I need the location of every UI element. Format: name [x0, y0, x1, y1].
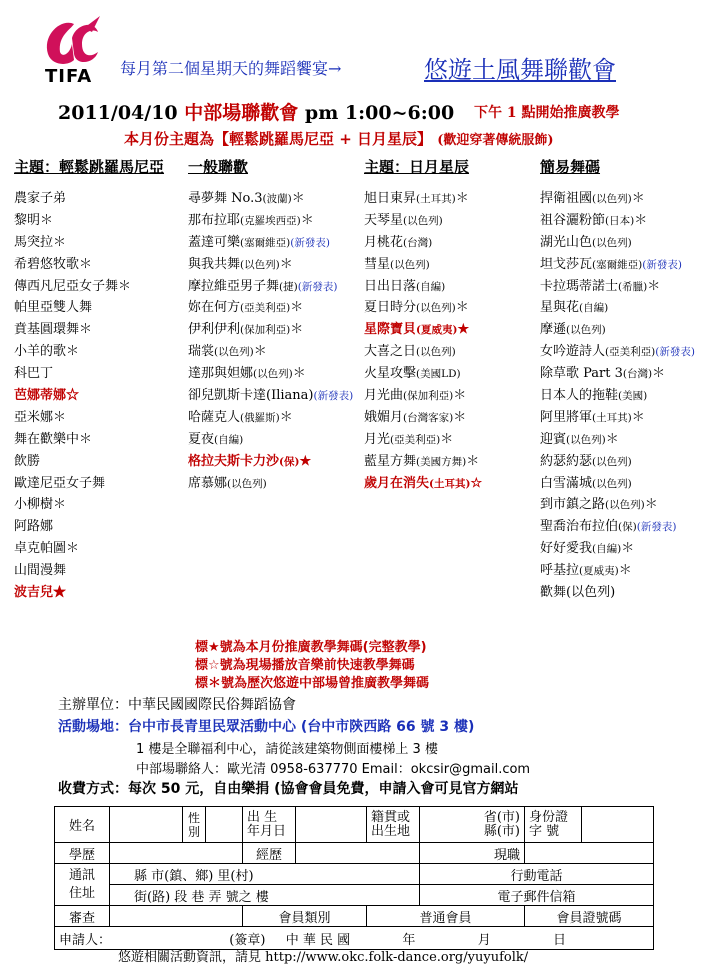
- new-release-tag: (新發表): [313, 390, 354, 403]
- tagline: 每月第二個星期天的舞蹈饗宴→: [120, 59, 342, 78]
- dance-name: 除草歌 Part 3: [540, 366, 623, 382]
- dance-origin: (以色列): [390, 258, 430, 271]
- dance-item: [540, 582, 710, 604]
- theme-line: [124, 128, 554, 149]
- name-label: 姓名: [55, 807, 110, 843]
- legend-line-hollow-star: 標☆號為現場播放音樂前快速教學舞碼: [195, 658, 415, 673]
- dance-origin: (以色列): [403, 214, 443, 227]
- dance-name: 夏日時分: [364, 300, 417, 316]
- dance-origin: (波蘭): [262, 193, 292, 205]
- dance-name: 瑞裳: [188, 344, 215, 360]
- new-release-tag: (新發表): [290, 236, 330, 249]
- dance-name: 黎明＊: [14, 212, 54, 228]
- dance-origin: (台灣): [622, 368, 653, 381]
- dance-item: [14, 319, 194, 341]
- new-release-tag: (新發表): [655, 346, 695, 359]
- dance-marker: ＊: [279, 256, 293, 272]
- dance-origin: (以色列): [240, 258, 280, 271]
- dance-item: [540, 276, 710, 298]
- experience-label: 經歷: [243, 843, 296, 864]
- dance-item: [540, 319, 710, 341]
- applicant-label: 申請人：: [59, 932, 112, 948]
- dance-name: 摩遜: [540, 322, 567, 338]
- dance-origin: (美國LD): [416, 368, 461, 381]
- dance-name: 阿路娜: [14, 519, 54, 535]
- dance-name: 舞在歡樂中＊: [14, 431, 93, 447]
- dance-name: 火星攻擊: [364, 366, 417, 382]
- dance-origin: (以色列): [566, 433, 606, 446]
- dance-item: [540, 363, 710, 385]
- dance-item: [188, 363, 368, 385]
- logo-text: TIFA: [45, 66, 93, 87]
- dance-name: 月桃花: [364, 234, 404, 250]
- dance-name: 迎賓: [540, 431, 567, 447]
- dance-item: [364, 473, 544, 495]
- id-label: 身份證 字 號: [525, 807, 582, 843]
- dance-item: [188, 276, 368, 298]
- dance-name: 天琴星: [364, 212, 404, 228]
- dance-origin: (以色列): [592, 193, 632, 205]
- dance-name: 農家子弟: [14, 191, 67, 206]
- dance-item: [14, 341, 194, 363]
- dance-item: [14, 363, 194, 385]
- dance-marker: ＊: [453, 388, 467, 404]
- occupation-field[interactable]: [525, 843, 654, 864]
- event-title: 悠遊土風舞聯歡會: [424, 56, 616, 84]
- dance-marker: ＊: [631, 409, 645, 425]
- dance-name: 尋夢舞 No.3: [188, 191, 263, 206]
- dance-item: [188, 473, 368, 495]
- dance-item: [364, 254, 544, 276]
- dance-column-easy: [540, 188, 710, 604]
- dance-name: 歲月在消失: [364, 475, 430, 491]
- dance-item: [14, 407, 194, 429]
- dance-item: [364, 429, 544, 451]
- venue-name: 中部場聯歡會: [184, 102, 299, 124]
- contact: 中部場聯絡人：歐光清 0958-637770 Email：okcsir@gmail.com: [136, 762, 531, 777]
- venue-address: 活動場地：台中市長青里民眾活動中心 (台中市陝西路 66 號 3 樓): [58, 719, 475, 735]
- legend-line-star: 標★號為本月份推廣教學舞碼(完整教學): [195, 640, 427, 655]
- dance-name: 女吟遊詩人: [540, 344, 606, 360]
- dance-item: [188, 451, 368, 473]
- dance-name: 聖喬治布拉伯: [540, 519, 619, 535]
- dance-name: 白雪滿城: [540, 475, 593, 491]
- dance-name: 坦戈莎瓦: [540, 256, 593, 272]
- dance-item: [14, 297, 194, 319]
- dance-origin: (自編): [592, 543, 622, 556]
- membership-form: [54, 806, 654, 950]
- dance-origin: (以色列): [416, 346, 456, 359]
- dance-name: 伊利伊利: [188, 322, 241, 338]
- event-time: pm 1:00~6:00: [304, 102, 455, 124]
- dance-item: [364, 319, 544, 341]
- dance-name: 星際寶貝: [364, 322, 417, 338]
- dance-name: 卓克帕圖＊: [14, 541, 80, 557]
- dance-origin: (保): [618, 521, 637, 534]
- dance-name: 卻兒凱斯卡達(Iliana): [188, 388, 314, 404]
- dance-item: [540, 254, 710, 276]
- dance-name: 好好愛我: [540, 541, 593, 557]
- dance-name: 馬突拉＊: [14, 234, 67, 250]
- dance-item: [14, 560, 194, 582]
- origin-field[interactable]: 省(市) 縣(市): [420, 807, 525, 843]
- dance-column-stars: [364, 188, 544, 494]
- dance-name: 娥媚月: [364, 409, 404, 425]
- dance-marker: ＊: [652, 366, 666, 382]
- dance-name: 傳西凡尼亞女子舞＊: [14, 278, 132, 294]
- dance-item: [364, 451, 544, 473]
- gender-field[interactable]: [206, 807, 243, 843]
- dance-marker: ＊: [647, 278, 661, 294]
- dance-name: 與我共舞: [188, 256, 241, 272]
- dance-name: 山間漫舞: [14, 563, 67, 579]
- dance-name: 希碧悠牧歌＊: [14, 256, 93, 272]
- review-field[interactable]: [110, 906, 243, 927]
- dance-marker: ★: [457, 322, 470, 338]
- seal-label: (簽章): [229, 932, 266, 948]
- dance-marker: ＊: [253, 344, 267, 360]
- dance-item: [540, 473, 710, 495]
- member-type-label: 會員類別: [243, 906, 367, 927]
- dance-item: [14, 276, 194, 298]
- dance-name: 祖谷灑粉節: [540, 212, 606, 228]
- dance-name: 日出日落: [364, 278, 417, 294]
- dance-origin: (克羅埃西亞): [240, 214, 301, 227]
- roc-label: 中 華 民 國: [285, 932, 351, 948]
- dance-name: 捍衛祖國: [540, 191, 593, 206]
- year-label: 年: [402, 932, 416, 948]
- dance-item: [540, 538, 710, 560]
- dance-item: [14, 429, 194, 451]
- experience-field[interactable]: [296, 843, 420, 864]
- dance-name: 日本人的拖鞋: [540, 388, 619, 404]
- dance-marker: ★: [299, 453, 312, 469]
- dance-origin: (捷): [279, 280, 298, 293]
- dance-marker: ＊: [292, 366, 306, 382]
- dance-origin: (自編): [579, 302, 609, 315]
- dance-origin: (保加利亞): [240, 324, 291, 337]
- review-label: 審查: [55, 906, 110, 927]
- dance-item: [188, 254, 368, 276]
- dance-item: [540, 385, 710, 407]
- dance-name: 歐達尼亞女子舞: [14, 475, 106, 491]
- dance-marker: ＊: [300, 212, 314, 228]
- dance-origin: (以色列): [592, 236, 632, 249]
- dance-name: 小柳樹＊: [14, 497, 67, 513]
- dance-item: [188, 429, 368, 451]
- day-label: 日: [553, 932, 567, 948]
- dance-name: 蓋達可樂: [188, 234, 241, 250]
- id-field[interactable]: [582, 807, 654, 843]
- dance-item: [540, 407, 710, 429]
- dance-origin: (土耳其): [416, 193, 456, 205]
- directions: 1 樓是全聯福利中心，請從該建築物側面樓梯上 3 樓: [136, 742, 438, 757]
- dance-item: [540, 188, 710, 210]
- dance-origin: (以色列): [416, 302, 456, 315]
- dance-marker: ＊: [455, 300, 469, 316]
- theme: 【輕鬆跳羅馬尼亞 + 日月星辰】: [214, 130, 433, 148]
- dance-origin: (夏威夷): [416, 324, 458, 337]
- phone-label: 行動電話: [420, 864, 654, 885]
- dance-item: [14, 538, 194, 560]
- dance-origin: (美國): [618, 390, 648, 403]
- dance-name: 月光曲: [364, 388, 404, 404]
- birth-label: 出 生 年月日: [243, 807, 296, 843]
- dance-origin: (保加利亞): [403, 390, 454, 403]
- dance-item: [188, 297, 368, 319]
- column-header-romania: 主題：輕鬆跳羅馬尼亞: [14, 158, 165, 176]
- footer-info: 悠遊相關活動資訊，請見 http://www.okc.folk-dance.org/yuyufolk/: [118, 950, 529, 965]
- dance-origin: (夏威夷): [579, 565, 619, 578]
- dance-origin: (保): [279, 455, 300, 468]
- dance-name: 星與花: [540, 300, 580, 316]
- dance-item: [188, 188, 368, 210]
- dance-item: [14, 254, 194, 276]
- dance-marker: ＊: [644, 497, 658, 513]
- dance-column-romania: [14, 188, 194, 604]
- dance-origin: (台灣客家): [403, 411, 454, 424]
- education-field[interactable]: [110, 843, 243, 864]
- dance-marker: ＊: [290, 300, 304, 316]
- dance-marker: ＊: [621, 541, 635, 557]
- dance-name: 到市鎮之路: [540, 497, 606, 513]
- column-header-general: 一般聯歡: [188, 158, 249, 176]
- dance-item: [540, 429, 710, 451]
- dance-item: [188, 385, 368, 407]
- dance-name: 波吉兒★: [14, 585, 67, 601]
- dance-marker: ＊: [453, 409, 467, 425]
- address-line-2[interactable]: 街(路) 段 巷 弄 號之 樓: [110, 885, 420, 906]
- dance-name: 阿里將軍: [540, 409, 593, 425]
- dance-item: [364, 341, 544, 363]
- new-release-tag: (新發表): [297, 280, 338, 293]
- dance-item: [188, 341, 368, 363]
- dance-name: 達那與妲娜: [188, 366, 254, 382]
- dance-origin: (亞美利亞): [605, 346, 656, 359]
- dance-item: [14, 516, 194, 538]
- dance-item: [540, 494, 710, 516]
- new-release-tag: (新發表): [642, 258, 682, 271]
- dance-name: 歡舞(以色列): [540, 585, 616, 601]
- dance-item: [540, 560, 710, 582]
- dance-name: 約瑟約瑟: [540, 453, 593, 469]
- dance-item: [188, 232, 368, 254]
- dance-item: [540, 451, 710, 473]
- dance-name: 呼基拉: [540, 563, 580, 579]
- dance-item: [14, 210, 194, 232]
- dance-name: 芭娜蒂娜☆: [14, 388, 80, 404]
- address-label: 通訊 住址: [55, 864, 110, 906]
- dance-item: [364, 188, 544, 210]
- fee: 收費方式：每次 50 元，自由樂捐 (協會會員免費，申請入會可見官方網站: [58, 781, 519, 797]
- dance-name: 席慕娜: [188, 475, 228, 491]
- legend-line-asterisk: 標＊號為歷次悠遊中部場曾推廣教學舞碼: [195, 676, 430, 691]
- dance-marker: ＊: [605, 431, 619, 447]
- dance-item: [14, 473, 194, 495]
- dance-marker: ＊: [618, 563, 632, 579]
- dance-origin: (以色列): [214, 346, 254, 359]
- dance-name: 摩拉維亞男子舞: [188, 278, 280, 294]
- dance-name: 格拉夫斯卡力沙: [188, 453, 280, 469]
- dance-marker: ＊: [440, 431, 454, 447]
- event-date-line: [58, 98, 454, 125]
- regular-member: 普通會員: [367, 906, 525, 927]
- dance-name: 飲勝: [14, 453, 41, 469]
- dance-origin: (台灣): [403, 236, 433, 249]
- column-header-stars: 主題：日月星辰: [364, 158, 470, 176]
- dance-item: [540, 516, 710, 538]
- gender-label: 性別: [183, 807, 206, 843]
- dance-name: 旭日東昇: [364, 191, 417, 206]
- dance-origin: (以色列): [592, 477, 632, 490]
- dance-name: 卡拉瑪蒂諾士: [540, 278, 619, 294]
- member-number-label: 會員證號碼: [525, 906, 654, 927]
- dance-origin: (自編): [214, 433, 244, 446]
- dance-marker: ＊: [466, 453, 480, 469]
- dance-item: [188, 210, 368, 232]
- dance-item: [364, 407, 544, 429]
- dance-origin: (俄羅斯): [240, 411, 280, 424]
- dance-origin: (以色列): [227, 477, 267, 490]
- dance-name: 亞米娜＊: [14, 409, 67, 425]
- dance-item: [14, 385, 194, 407]
- dance-name: 彗星: [364, 256, 391, 272]
- dance-name: 哈薩克人: [188, 409, 241, 425]
- dance-name: 科巴丁: [14, 366, 54, 382]
- dance-name: 湖光山色: [540, 234, 593, 250]
- dance-marker: ☆: [470, 475, 483, 491]
- birth-field[interactable]: [296, 807, 367, 843]
- dance-item: [14, 494, 194, 516]
- dance-marker: ＊: [291, 191, 305, 206]
- dance-item: [364, 210, 544, 232]
- dance-item: [188, 407, 368, 429]
- dance-name: 小羊的歌＊: [14, 344, 80, 360]
- dance-name: 藍星方舞: [364, 453, 417, 469]
- dance-item: [364, 363, 544, 385]
- dance-origin: (土耳其): [429, 477, 471, 490]
- dress-note: (歡迎穿著傳統服飾): [437, 133, 554, 148]
- dance-name: 妳在何方: [188, 300, 241, 316]
- dance-item: [364, 276, 544, 298]
- dance-name: 月光: [364, 431, 391, 447]
- address-line-1[interactable]: 縣 市(鎮、鄉) 里(村): [110, 864, 420, 885]
- dance-item: [14, 188, 194, 210]
- dance-origin: (亞美利亞): [390, 433, 441, 446]
- dance-origin: (以色列): [605, 499, 645, 512]
- dance-origin: (塞爾維亞): [240, 236, 291, 249]
- dance-marker: ＊: [634, 212, 648, 228]
- dance-marker: ＊: [631, 191, 645, 206]
- dance-name: 夏夜: [188, 431, 215, 447]
- occupation-label: 現職: [420, 843, 525, 864]
- email-label: 電子郵件信箱: [420, 885, 654, 906]
- dance-item: [540, 232, 710, 254]
- dance-item: [364, 385, 544, 407]
- dance-item: [188, 319, 368, 341]
- dance-marker: ＊: [290, 322, 304, 338]
- dance-origin: (日本): [605, 214, 635, 227]
- dance-origin: (美國方舞): [416, 455, 467, 468]
- dance-item: [540, 341, 710, 363]
- event-date: 2011/04/10: [58, 102, 178, 124]
- organizer: 主辦單位：中華民國國際民俗舞蹈協會: [58, 697, 296, 713]
- dance-item: [14, 582, 194, 604]
- dance-name: 那布拉耶: [188, 212, 241, 228]
- theme-prefix: 本月份主題為: [124, 130, 215, 148]
- dance-item: [364, 297, 544, 319]
- dance-marker: ＊: [279, 409, 293, 425]
- dance-item: [14, 232, 194, 254]
- dance-name: 賁基圓環舞＊: [14, 322, 93, 338]
- dance-item: [364, 232, 544, 254]
- dance-origin: (以色列): [566, 324, 606, 337]
- dance-item: [540, 297, 710, 319]
- month-label: 月: [477, 932, 491, 948]
- dance-origin: (自編): [416, 280, 446, 293]
- teaching-start-note: 下午 1 點開始推廣教學: [474, 105, 620, 121]
- dance-item: [540, 210, 710, 232]
- dance-name: 帕里亞雙人舞: [14, 300, 93, 316]
- dance-column-general: [188, 188, 368, 494]
- dance-origin: (以色列): [253, 368, 293, 381]
- dance-origin: (塞爾維亞): [592, 258, 643, 271]
- dance-origin: (以色列): [592, 455, 632, 468]
- column-header-easy: 簡易舞碼: [540, 158, 601, 176]
- dance-origin: (土耳其): [592, 411, 632, 424]
- dance-origin: (希臘): [618, 280, 648, 293]
- dance-origin: (亞美利亞): [240, 302, 291, 315]
- dance-item: [14, 451, 194, 473]
- education-label: 學歷: [55, 843, 110, 864]
- new-release-tag: (新發表): [636, 521, 677, 534]
- origin-label: 籍貫或 出生地: [367, 807, 420, 843]
- dance-marker: ＊: [455, 191, 469, 206]
- dance-name: 大喜之日: [364, 344, 417, 360]
- name-field[interactable]: [110, 807, 183, 843]
